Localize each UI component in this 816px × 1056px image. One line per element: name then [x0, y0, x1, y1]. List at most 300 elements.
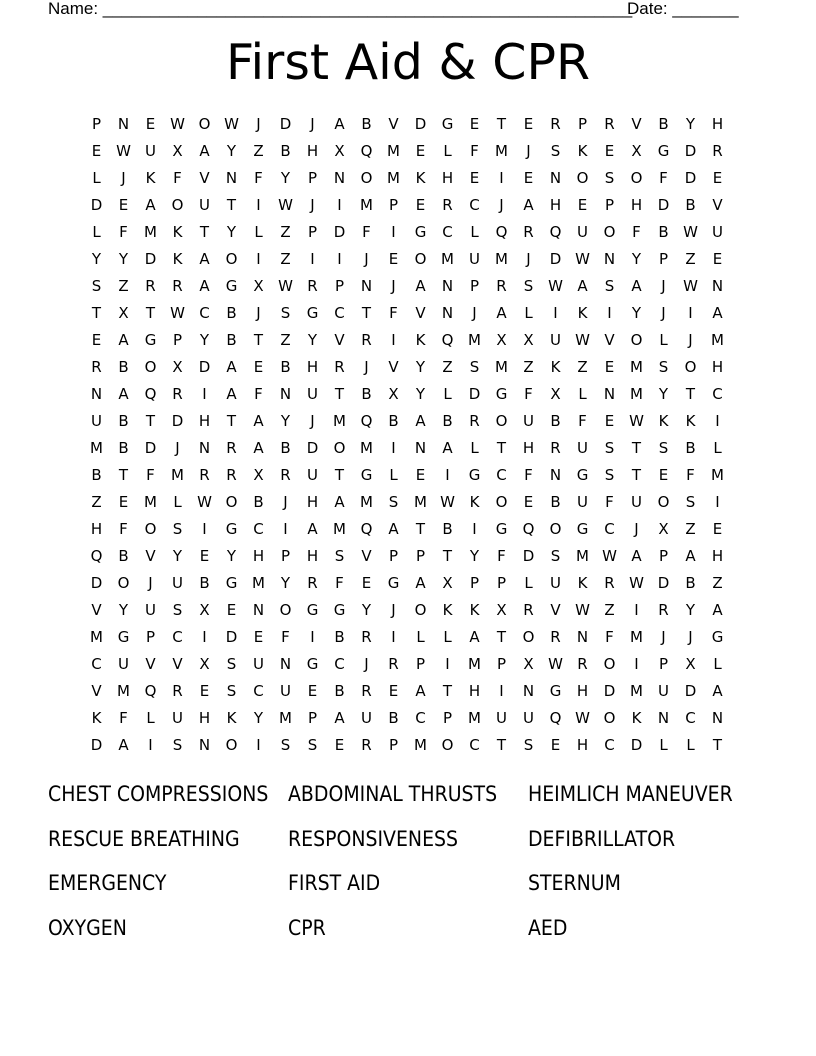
grid-letter: S [604, 169, 615, 187]
grid-letter: G [225, 277, 238, 295]
grid-letter: N [441, 277, 454, 295]
grid-letter: X [523, 331, 534, 349]
grid-letter: A [118, 736, 129, 754]
grid-letter: N [198, 439, 211, 457]
grid-letter: V [91, 682, 102, 700]
grid-letter: W [224, 115, 239, 133]
grid-letter: J [661, 304, 666, 322]
grid-letter: K [631, 709, 642, 727]
grid-letter: H [711, 358, 724, 376]
grid-letter: L [659, 736, 668, 754]
grid-letter: U [91, 412, 102, 430]
grid-letter: M [414, 493, 427, 511]
grid-letter: Q [549, 709, 562, 727]
grid-letter: E [388, 682, 399, 700]
grid-letter: D [333, 223, 346, 241]
grid-letter: T [334, 466, 345, 484]
grid-letter: N [333, 169, 346, 187]
grid-letter: Y [658, 385, 669, 403]
grid-letter: B [280, 358, 291, 376]
grid-letter: W [575, 250, 590, 268]
grid-letter: T [496, 439, 507, 457]
grid-letter: B [118, 547, 129, 565]
grid-letter: J [391, 277, 396, 295]
grid-letter: J [121, 169, 126, 187]
grid-letter: N [441, 304, 454, 322]
grid-letter: A [199, 250, 210, 268]
grid-letter: W [683, 277, 698, 295]
grid-letter: R [280, 466, 291, 484]
grid-letter: E [415, 196, 426, 214]
grid-letter: T [145, 304, 156, 322]
grid-letter: L [686, 736, 695, 754]
grid-letter: H [198, 412, 211, 430]
grid-letter: G [576, 466, 589, 484]
grid-letter: T [631, 439, 642, 457]
grid-letter: T [631, 466, 642, 484]
grid-letter: F [119, 520, 128, 538]
grid-letter: I [715, 493, 720, 511]
grid-letter: I [148, 736, 153, 754]
grid-letter: P [604, 196, 615, 214]
grid-letter: D [171, 412, 184, 430]
grid-letter: M [414, 736, 427, 754]
grid-letter: W [575, 331, 590, 349]
grid-letter: E [550, 736, 561, 754]
grid-letter: C [334, 655, 345, 673]
grid-letter: R [145, 277, 156, 295]
grid-letter: M [468, 331, 481, 349]
grid-letter: O [117, 574, 130, 592]
grid-letter: X [253, 277, 264, 295]
grid-letter: T [91, 304, 102, 322]
grid-letter: Y [226, 142, 237, 160]
grid-letter: V [334, 331, 345, 349]
grid-letter: B [118, 358, 129, 376]
grid-letter: M [630, 385, 643, 403]
grid-letter: M [144, 223, 157, 241]
grid-letter: Z [280, 331, 291, 349]
grid-letter: D [630, 736, 643, 754]
grid-letter: V [145, 547, 156, 565]
grid-letter: B [334, 628, 345, 646]
grid-letter: B [226, 331, 237, 349]
grid-letter: N [522, 682, 535, 700]
grid-letter: X [334, 142, 345, 160]
grid-letter: P [658, 250, 669, 268]
grid-letter: I [391, 223, 396, 241]
grid-letter: V [631, 115, 642, 133]
grid-letter: E [712, 250, 723, 268]
grid-letter: J [256, 304, 261, 322]
grid-letter: Q [549, 223, 562, 241]
grid-letter: F [119, 223, 128, 241]
grid-letter: A [199, 277, 210, 295]
grid-letter: R [442, 196, 453, 214]
grid-letter: F [524, 385, 533, 403]
grid-letter: V [550, 601, 561, 619]
grid-letter: N [117, 115, 130, 133]
grid-letter: X [199, 655, 210, 673]
grid-letter: X [496, 331, 507, 349]
grid-letter: E [118, 493, 129, 511]
grid-letter: I [202, 520, 207, 538]
grid-letter: I [553, 304, 558, 322]
date-field-label: Date: _______ [627, 0, 739, 18]
grid-letter: P [415, 655, 426, 673]
grid-letter: Z [523, 358, 534, 376]
grid-letter: G [495, 385, 508, 403]
grid-letter: J [256, 115, 261, 133]
grid-letter: A [118, 385, 129, 403]
grid-letter: P [388, 547, 399, 565]
grid-letter: R [307, 277, 318, 295]
grid-letter: W [278, 196, 293, 214]
grid-letter: P [658, 547, 669, 565]
grid-letter: H [306, 358, 319, 376]
grid-letter: V [712, 196, 723, 214]
grid-letter: U [712, 223, 723, 241]
grid-letter: U [145, 601, 156, 619]
word-list-item: STERNUM [528, 871, 621, 895]
grid-letter: J [526, 250, 531, 268]
grid-letter: A [415, 682, 426, 700]
grid-letter: F [173, 169, 182, 187]
grid-letter: C [199, 304, 210, 322]
grid-letter: L [443, 628, 452, 646]
grid-letter: X [253, 466, 264, 484]
grid-letter: L [443, 385, 452, 403]
grid-letter: N [549, 169, 562, 187]
grid-letter: Q [360, 520, 373, 538]
grid-letter: N [657, 709, 670, 727]
grid-letter: W [629, 412, 644, 430]
grid-letter: L [578, 385, 587, 403]
grid-letter: K [442, 601, 453, 619]
word-list-item: CPR [288, 915, 326, 940]
name-field-label: Name: ________________________________________________________ [48, 0, 633, 18]
grid-letter: O [522, 628, 535, 646]
grid-letter: S [334, 547, 345, 565]
grid-letter: N [225, 169, 238, 187]
grid-letter: G [387, 574, 400, 592]
grid-letter: J [634, 520, 639, 538]
grid-letter: Z [118, 277, 129, 295]
grid-letter: S [604, 466, 615, 484]
grid-letter: V [361, 547, 372, 565]
grid-letter: S [550, 547, 561, 565]
grid-letter: Z [685, 520, 696, 538]
grid-letter: V [199, 169, 210, 187]
grid-letter: D [522, 547, 535, 565]
grid-letter: B [442, 412, 453, 430]
grid-letter: I [256, 736, 261, 754]
grid-letter: V [91, 601, 102, 619]
grid-letter: N [711, 277, 724, 295]
grid-letter: Q [522, 520, 535, 538]
grid-letter: Q [90, 547, 103, 565]
word-list-item: ABDOMINAL THRUSTS [288, 782, 498, 806]
grid-letter: F [470, 142, 479, 160]
page-title: First Aid & CPR [225, 34, 591, 91]
grid-letter: R [523, 601, 534, 619]
grid-letter: N [279, 385, 292, 403]
grid-letter: K [469, 601, 480, 619]
grid-letter: X [118, 304, 129, 322]
grid-letter: O [495, 493, 508, 511]
grid-letter: R [361, 331, 372, 349]
grid-letter: S [280, 736, 291, 754]
grid-letter: C [253, 520, 264, 538]
grid-letter: V [388, 115, 399, 133]
grid-letter: T [361, 304, 372, 322]
grid-letter: L [146, 709, 155, 727]
grid-letter: Y [469, 547, 480, 565]
grid-letter: O [576, 169, 589, 187]
grid-letter: R [334, 358, 345, 376]
grid-letter: J [364, 655, 369, 673]
grid-letter: Z [280, 223, 291, 241]
grid-letter: I [202, 385, 207, 403]
letter-grid [83, 111, 731, 759]
grid-letter: S [523, 277, 534, 295]
grid-letter: O [198, 115, 211, 133]
grid-letter: U [550, 331, 561, 349]
grid-letter: J [499, 196, 504, 214]
grid-letter: H [306, 547, 319, 565]
grid-letter: Y [280, 169, 291, 187]
grid-letter: Y [253, 709, 264, 727]
grid-letter: A [496, 304, 507, 322]
grid-letter: B [658, 115, 669, 133]
grid-letter: M [387, 169, 400, 187]
grid-letter: A [631, 277, 642, 295]
grid-letter: U [523, 709, 534, 727]
grid-letter: M [387, 142, 400, 160]
grid-letter: I [310, 628, 315, 646]
grid-letter: S [280, 304, 291, 322]
grid-letter: R [172, 385, 183, 403]
grid-letter: D [144, 439, 157, 457]
grid-letter: W [197, 493, 212, 511]
grid-letter: X [550, 385, 561, 403]
word-list-item: FIRST AID [288, 871, 381, 895]
grid-letter: O [279, 601, 292, 619]
grid-letter: W [116, 142, 131, 160]
grid-letter: T [145, 412, 156, 430]
grid-letter: F [605, 628, 614, 646]
word-list-item: RESPONSIVENESS [288, 826, 459, 851]
grid-letter: H [711, 547, 724, 565]
word-list-item: AED [528, 915, 568, 940]
grid-letter: O [495, 412, 508, 430]
grid-letter: C [442, 223, 453, 241]
grid-letter: C [415, 709, 426, 727]
grid-letter: U [172, 574, 183, 592]
grid-letter: Q [360, 412, 373, 430]
grid-letter: O [333, 439, 346, 457]
grid-letter: O [684, 358, 697, 376]
grid-letter: M [144, 493, 157, 511]
grid-letter: M [90, 439, 103, 457]
grid-letter: V [145, 655, 156, 673]
grid-letter: P [172, 331, 183, 349]
grid-letter: Y [685, 115, 696, 133]
grid-letter: N [576, 628, 589, 646]
grid-letter: O [225, 493, 238, 511]
grid-letter: I [391, 331, 396, 349]
grid-letter: X [172, 142, 183, 160]
grid-letter: U [658, 682, 669, 700]
grid-letter: K [469, 493, 480, 511]
grid-letter: S [388, 493, 399, 511]
grid-letter: A [118, 331, 129, 349]
grid-letter: L [443, 142, 452, 160]
grid-letter: E [604, 412, 615, 430]
grid-letter: I [634, 601, 639, 619]
grid-letter: O [549, 520, 562, 538]
grid-letter: O [414, 601, 427, 619]
grid-letter: E [415, 466, 426, 484]
grid-letter: U [469, 250, 480, 268]
grid-letter: D [684, 142, 697, 160]
grid-letter: F [389, 304, 398, 322]
grid-letter: M [630, 628, 643, 646]
grid-letter: V [415, 304, 426, 322]
grid-letter: T [199, 223, 210, 241]
grid-letter: D [468, 385, 481, 403]
grid-letter: V [172, 655, 183, 673]
grid-letter: R [550, 439, 561, 457]
grid-letter: Y [415, 385, 426, 403]
grid-letter: H [306, 142, 319, 160]
grid-letter: T [442, 547, 453, 565]
grid-letter: M [441, 250, 454, 268]
grid-letter: K [172, 223, 183, 241]
grid-letter: D [90, 196, 103, 214]
grid-letter: B [388, 709, 399, 727]
grid-letter: S [226, 682, 237, 700]
grid-letter: W [683, 223, 698, 241]
grid-letter: K [172, 250, 183, 268]
grid-letter: O [657, 493, 670, 511]
grid-letter: N [603, 250, 616, 268]
grid-letter: F [632, 223, 641, 241]
grid-letter: G [657, 142, 670, 160]
grid-letter: O [630, 331, 643, 349]
word-list-item: EMERGENCY [48, 871, 167, 895]
grid-letter: P [307, 169, 318, 187]
header-line [48, 0, 748, 20]
grid-letter: G [414, 223, 427, 241]
grid-letter: S [523, 736, 534, 754]
grid-letter: M [495, 250, 508, 268]
grid-letter: B [334, 682, 345, 700]
grid-letter: Y [226, 223, 237, 241]
grid-letter: F [362, 223, 371, 241]
grid-letter: Z [712, 574, 723, 592]
grid-letter: A [388, 520, 399, 538]
grid-letter: E [712, 520, 723, 538]
grid-letter: H [468, 682, 481, 700]
grid-letter: C [253, 682, 264, 700]
grid-letter: E [658, 466, 669, 484]
grid-letter: M [117, 682, 130, 700]
grid-letter: K [145, 169, 156, 187]
grid-letter: A [415, 277, 426, 295]
grid-letter: E [199, 547, 210, 565]
grid-letter: A [469, 628, 480, 646]
grid-letter: M [711, 466, 724, 484]
grid-letter: E [604, 142, 615, 160]
grid-letter: O [171, 196, 184, 214]
grid-letter: W [602, 547, 617, 565]
grid-letter: P [388, 196, 399, 214]
grid-letter: P [280, 547, 291, 565]
grid-letter: X [685, 655, 696, 673]
grid-letter: N [603, 385, 616, 403]
grid-letter: P [388, 736, 399, 754]
grid-letter: T [226, 196, 237, 214]
grid-letter: B [550, 412, 561, 430]
grid-letter: U [577, 493, 588, 511]
grid-letter: H [711, 115, 724, 133]
grid-letter: W [440, 493, 455, 511]
grid-letter: S [172, 736, 183, 754]
grid-letter: G [360, 466, 373, 484]
grid-letter: H [549, 196, 562, 214]
grid-letter: A [685, 547, 696, 565]
grid-letter: B [442, 520, 453, 538]
grid-letter: Z [253, 142, 264, 160]
grid-letter: O [225, 250, 238, 268]
grid-letter: A [712, 304, 723, 322]
grid-letter: U [523, 412, 534, 430]
grid-letter: J [688, 331, 693, 349]
grid-letter: R [91, 358, 102, 376]
grid-letter: B [226, 304, 237, 322]
grid-letter: X [388, 385, 399, 403]
grid-letter: U [199, 196, 210, 214]
grid-letter: F [119, 709, 128, 727]
grid-letter: J [661, 277, 666, 295]
grid-letter: U [253, 655, 264, 673]
grid-letter: O [414, 250, 427, 268]
grid-letter: I [337, 250, 342, 268]
grid-letter: H [252, 547, 265, 565]
grid-letter: B [361, 385, 372, 403]
grid-letter: C [172, 628, 183, 646]
grid-letter: R [388, 655, 399, 673]
grid-letter: W [548, 277, 563, 295]
grid-letter: H [576, 682, 589, 700]
grid-letter: L [254, 223, 263, 241]
grid-letter: O [630, 169, 643, 187]
grid-letter: L [659, 331, 668, 349]
grid-letter: A [145, 196, 156, 214]
grid-letter: M [360, 493, 373, 511]
grid-letter: R [577, 655, 588, 673]
grid-letter: W [170, 115, 185, 133]
grid-letter: P [307, 709, 318, 727]
grid-letter: P [91, 115, 102, 133]
grid-letter: D [198, 358, 211, 376]
grid-letter: F [146, 466, 155, 484]
grid-letter: R [604, 115, 615, 133]
grid-letter: Y [415, 358, 426, 376]
grid-letter: Z [577, 358, 588, 376]
grid-letter: B [199, 574, 210, 592]
